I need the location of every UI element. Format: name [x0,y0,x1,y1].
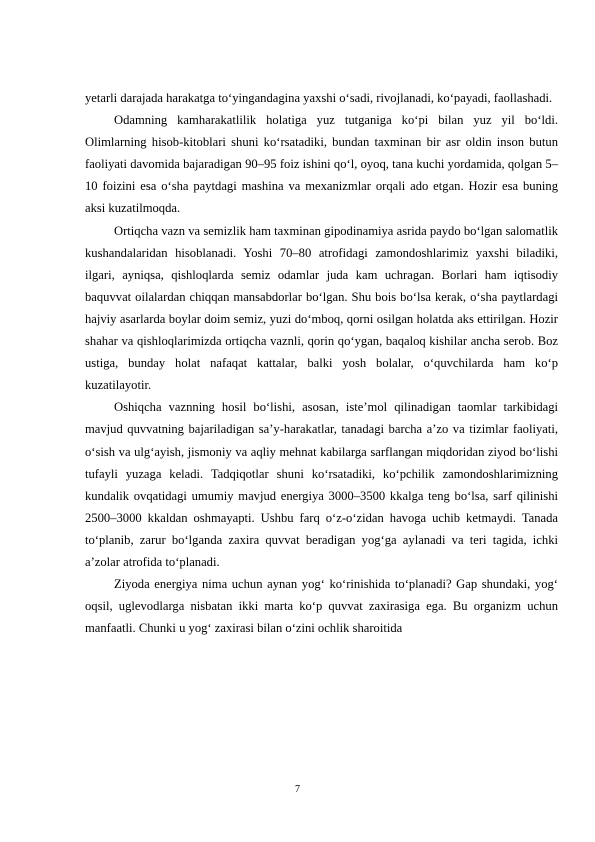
page-body [85,87,558,639]
paragraph-inactivity: Odamning kamharakatlilik holatiga yuz tutganiga ko‘pi bilan yuz yil bo‘ldi. Olimlarning hisob-kitoblari shuni ko‘rsatadiki, bundan taxminan bir asr oldin inson butun faoliyati davomida bajaradigan 90–95 foiz ishini qo‘l, oyoq, tana kuchi yordamida, qolgan 5–10 foizini esa o‘sha paytdagi mashina va mexanizmlar orqali ado etgan. Hozir esa buning aksi kuzatilmoqda. [85,113,558,216]
page-number: 7 [295,784,300,795]
paragraph-overweight: Ortiqcha vazn va semizlik ham taxminan gipodinamiya asrida paydo bo‘lgan salomatlik kushandalaridan hisoblanadi. Yoshi 70–80 atrofidagi zamondoshlarimiz yaxshi biladiki, ilgari, ayniqsa, qishloqlarda semiz odamlar juda kam uchragan. Borlari ham iqtisodiy baquvvat oilalardan chiqqan mansabdorlar bo‘lgan. Shu bois bo‘lsa kerak, o‘sha paytlardagi hajviy asarlarda boylar doim semiz, yuzi do‘mboq, qorni osilgan holatda aks ettirilgan. Hozir shahar va qishloqlarimizda ortiqcha vaznli, qorin qo‘ygan, baqaloq kishilar ancha serob. Boz ustiga, bunday holat nafaqat kattalar, balki yosh bolalar, o‘quvchilarda ham ko‘p kuzatilayotir. [85,223,558,393]
paragraph-excess-weight-causes: Oshiqcha vaznning hosil bo‘lishi, asosan, iste’mol qilinadigan taomlar tarkibidagi mavjud quvvatning bajariladigan sa’y-harakatlar, tanadagi barcha a’zo va tizimlar faoliyati, o‘sish va ulg‘ayish, jismoniy va aqliy mehnat kabilarga sarflangan miqdoridan ziyod bo‘lishi tufayli yuzaga keladi. Tadqiqotlar shuni ko‘rsatadiki, ko‘pchilik zamondoshlarimizning kundalik ovqatidagi umumiy mavjud energiya 3000–3500 kkalga teng bo‘lsa, sarf qilinishi 2500–3000 kkaldan oshmayapti. Ushbu farq o‘z-o‘zidan havoga uchib ketmaydi. Tanada to‘planib, zarur bo‘lganda zaxira quvvat beradigan yog‘ga aylanadi va teri tagida, ichki a’zolar atrofida to‘planadi. [85,400,558,569]
paragraph-continuation: yetarli darajada harakatga to‘yingandagina yaxshi o‘sadi, rivojlanadi, ko‘payadi, faollashadi. [85,91,553,105]
paragraph-fat-storage: Ziyoda energiya nima uchun aynan yog‘ ko‘rinishida to‘planadi? Gap shundaki, yog‘ oqsil, uglevodlarga nisbatan ikki marta ko‘p quvvat zaxirasiga ega. Bu organizm uchun manfaatli. Chunki u yog‘ zaxirasi bilan o‘zini ochlik sharoitida [85,577,558,636]
